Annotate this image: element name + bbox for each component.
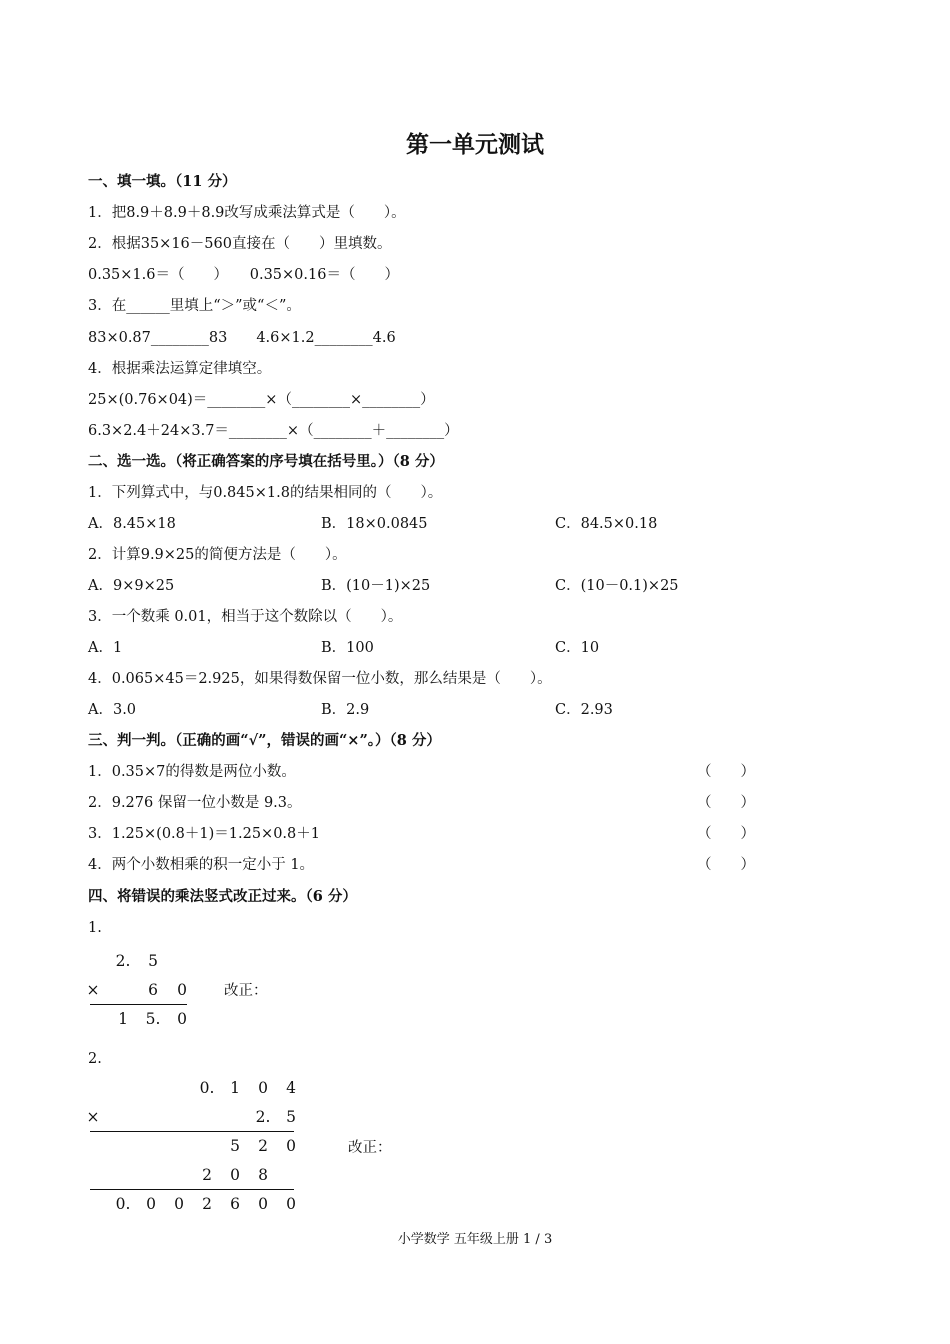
judge-answer-4: （ ）	[697, 857, 755, 873]
p2-digit: 1	[230, 1079, 240, 1097]
p2-digit: 2	[202, 1166, 212, 1184]
choice-4-c: C．2.93	[555, 702, 613, 718]
choice-2-b: B．(10－1)×25	[321, 578, 431, 594]
section1-line-3: 0.35×1.6＝（ ） 0.35×0.16＝（ ）	[88, 267, 399, 283]
choice-3-c: C．10	[555, 640, 600, 656]
p2-digit: 0	[174, 1195, 184, 1213]
choice-3-a: A．1	[88, 640, 123, 656]
section1-line-1: 1．把8.9＋8.9＋8.9改写成乘法算式是（ ）。	[88, 205, 406, 221]
p2-digit: 2.	[255, 1108, 271, 1126]
p2-digit: 8	[258, 1166, 268, 1184]
p2-digit: 0	[146, 1195, 156, 1213]
choice-1-b: B．18×0.0845	[321, 516, 428, 532]
p2-rule-2	[90, 1189, 294, 1190]
p2-digit: 0	[286, 1137, 296, 1155]
p1-digit: 6	[148, 981, 158, 999]
choice-1-a: A．8.45×18	[88, 516, 176, 532]
correction-label-1: 改正：	[224, 983, 268, 999]
choice-3-b: B．100	[321, 640, 374, 656]
p1-digit: 0	[177, 1010, 187, 1028]
p2-digit: 4	[286, 1079, 296, 1097]
section1-line-7: 25×(0.76×04)＝________×（________×________）	[88, 392, 435, 408]
page-footer: 小学数学 五年级上册 1 / 3	[397, 1232, 553, 1247]
p1-digit: 1	[118, 1010, 128, 1028]
p2-digit: 0	[230, 1166, 240, 1184]
p2-digit: 6	[230, 1195, 240, 1213]
section1-line-6: 4．根据乘法运算定律填空。	[88, 361, 272, 377]
p2-digit: 5	[230, 1137, 240, 1155]
correction-label-2: 改正：	[348, 1140, 392, 1156]
judge-item-3: 3．1.25×(0.8＋1)＝1.25×0.8＋1	[88, 826, 320, 842]
choice-question-2: 2．计算9.9×25的简便方法是（ ）。	[88, 547, 347, 563]
choice-2-c: C．(10－0.1)×25	[555, 578, 679, 594]
section1-line-8: 6.3×2.4＋24×3.7＝________×（________＋________）	[88, 423, 459, 439]
p2-digit: 0	[258, 1195, 268, 1213]
p1-digit: 5.	[145, 1010, 161, 1028]
multiply-sign: ×	[86, 1108, 100, 1126]
p2-rule-1	[90, 1131, 294, 1132]
choice-4-a: A．3.0	[88, 702, 137, 718]
section2-heading: 二、选一选。（将正确答案的序号填在括号里。）（8 分）	[88, 453, 444, 470]
p2-digit: 5	[286, 1108, 296, 1126]
choice-1-c: C．84.5×0.18	[555, 516, 658, 532]
page-title: 第一单元测试	[406, 131, 544, 158]
section1-line-5: 83×0.87________83 4.6×1.2________4.6	[88, 330, 396, 346]
p2-digit: 0	[258, 1079, 268, 1097]
choice-question-1: 1．下列算式中，与0.845×1.8的结果相同的（ ）。	[88, 485, 443, 501]
p2-digit: 0.	[115, 1195, 131, 1213]
p2-digit: 2	[202, 1195, 212, 1213]
judge-answer-2: （ ）	[697, 795, 755, 811]
multiply-sign: ×	[86, 981, 100, 999]
judge-item-1: 1．0.35×7的得数是两位小数。	[88, 764, 296, 780]
p2-digit: 0	[286, 1195, 296, 1213]
p2-digit: 0.	[199, 1079, 215, 1097]
choice-question-4: 4．0.065×45＝2.925，如果得数保留一位小数，那么结果是（ ）。	[88, 671, 552, 687]
vertical-problem-2-number: 2.	[88, 1051, 102, 1067]
p1-rule	[90, 1004, 187, 1005]
p1-digit: 0	[177, 981, 187, 999]
section1-line-4: 3．在______里填上“＞”或“＜”。	[88, 298, 301, 314]
section3-heading: 三、判一判。（正确的画“√”，错误的画“×”。）（8 分）	[88, 732, 441, 749]
p1-digit: 2.	[115, 952, 131, 970]
vertical-problem-1-number: 1.	[88, 920, 102, 936]
choice-2-a: A．9×9×25	[88, 578, 175, 594]
judge-item-4: 4．两个小数相乘的积一定小于 1。	[88, 857, 315, 873]
judge-item-2: 2．9.276 保留一位小数是 9.3。	[88, 795, 302, 811]
section1-line-2: 2．根据35×16－560直接在（ ）里填数。	[88, 236, 392, 252]
p2-digit: 2	[258, 1137, 268, 1155]
section4-heading: 四、将错误的乘法竖式改正过来。（6 分）	[88, 888, 357, 905]
choice-question-3: 3．一个数乘 0.01，相当于这个数除以（ ）。	[88, 609, 403, 625]
choice-4-b: B．2.9	[321, 702, 370, 718]
judge-answer-3: （ ）	[697, 826, 755, 842]
judge-answer-1: （ ）	[697, 764, 755, 780]
p1-digit: 5	[148, 952, 158, 970]
section1-heading: 一、填一填。（11 分）	[88, 173, 237, 190]
